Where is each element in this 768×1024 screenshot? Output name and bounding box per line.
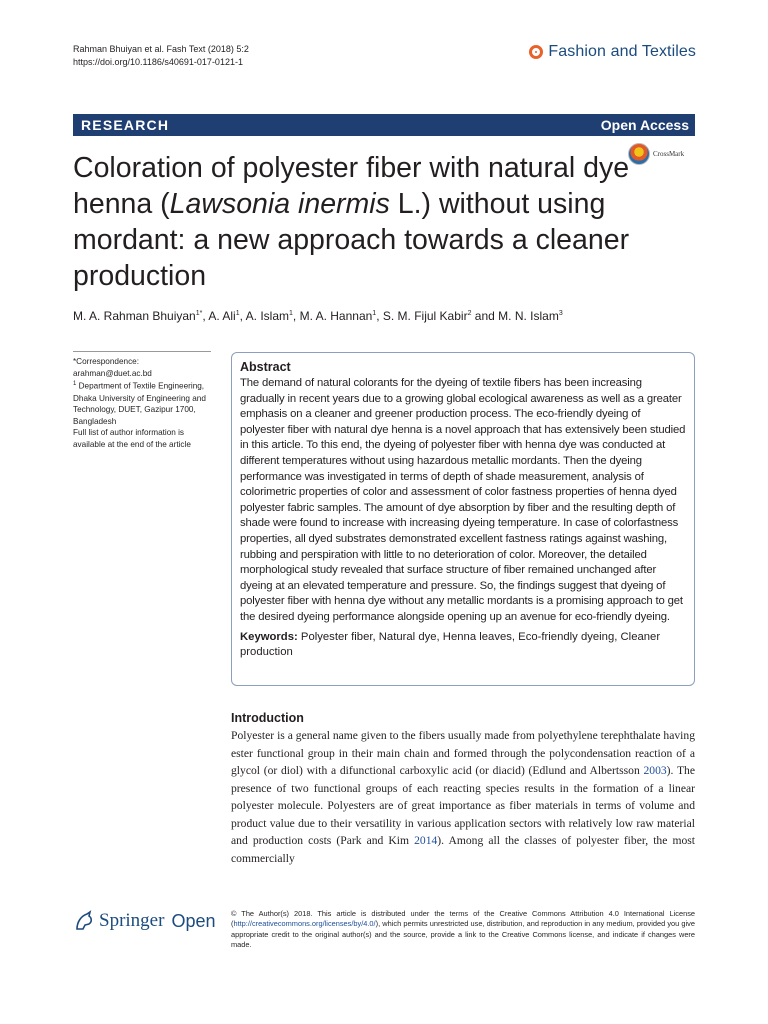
citation-link[interactable]: 2003 [643, 764, 667, 777]
springer-horse-icon [73, 910, 95, 932]
article-title [73, 150, 683, 294]
author-separator: , [292, 309, 300, 323]
introduction-body [231, 727, 695, 867]
license-text-2: ), which permits unrestricted use, distribution, and reproduction in any medium, provided you give appropriate credit to the original author(s) and the source, provide a link to the Creative Commons license, and indicate if changes were made. [231, 919, 695, 949]
author-affiliation-sup: 3 [558, 310, 563, 317]
keywords-label: Keywords: [240, 630, 298, 643]
journal-logo[interactable] [529, 43, 696, 61]
abstract-box [231, 352, 695, 686]
author-name[interactable]: A. Islam [245, 309, 289, 323]
author-name[interactable]: A. Ali [208, 309, 236, 323]
article-citation [73, 43, 249, 69]
author-affiliation-sup: 1 [289, 310, 293, 317]
keywords [240, 630, 686, 661]
abstract-body: The demand of natural colorants for the dyeing of textile fibers has been increasing gradually in recent years due to a growing global ecological awareness as well as a greater emphasis on a cleaner and greener production process. The eco-friendly dyeing of polyester fiber with natural dye henna is a novel approach that has extensively been studied in this article. To this end, the dyeing of polyester fiber with henna dye was conducted at different temperatures without using hazardous metallic mordants. Then the dyeing performance was investigated in terms of depth of shade measurement, analysis of colorimetric properties of color and assessment of color fastness properties of henna dyed polyester fabric samples. The amount of dye absorption by fiber and the resulting depth of shade were found to increase with increasing dyeing temperature. In case of colorfastness properties, all dyed substrates demonstrated excellent fastness ratings against washing, rubbing and perspiration with little to no deterioration of color. Moreover, the detailed morphological study revealed that surface structure of fiber remained unchanged after dyeing at an elevated temperature and pressure. So, the findings suggest that dyeing of polyester fiber with henna dye without any metallic mordants is a promising approach to get the desired dyeing performance alongside opening up an avenue for eco-friendly dyeing. [240, 377, 686, 623]
publisher-logo[interactable] [73, 910, 215, 932]
doi-link[interactable]: https://doi.org/10.1186/s40691-017-0121-1 [73, 57, 243, 67]
crossmark-label: CrossMark [653, 150, 685, 158]
keywords-list: Polyester fiber, Natural dye, Henna leaves, Eco-friendly dyeing, Cleaner production [240, 630, 661, 659]
author-affiliation-sup: 1 [235, 310, 240, 317]
affiliation-sup: 1 [73, 381, 77, 388]
license-notice [231, 909, 695, 950]
affiliation-body: Department of Textile Engineering, Dhaka University of Engineering and Technology, DUET, Gazipur 1700, Bangladesh [73, 381, 206, 426]
license-link[interactable]: http://creativecommons.org/licenses/by/4.0/ [233, 919, 376, 929]
title-part-1: Coloration of polyester fiber with natural dye henna ( [73, 152, 630, 220]
author-affiliation-sup: 1* [195, 310, 203, 317]
journal-name: Fashion and Textiles [548, 43, 696, 60]
open-access-label: Open Access [600, 117, 689, 133]
correspondence-label: *Correspondence: [73, 357, 139, 366]
abstract-heading: Abstract [240, 360, 291, 374]
introduction-heading: Introduction [231, 711, 304, 725]
intro-text-2: ). The presence of two functional groups of each reacting species results in the formation of a linear polyester molecule. Polyesters are of great importance as fiber materials in terms of volume and product value due to their versatility in various application sectors with relatively low raw material and production costs (Park and Kim [231, 764, 695, 847]
citation-line: Rahman Bhuiyan et al. Fash Text (2018) 5:2 [73, 44, 249, 54]
author-affiliation-sup: 1 [372, 310, 377, 317]
author-name[interactable]: S. M. Fijul Kabir [382, 309, 468, 323]
intro-text-3: ). Among all the classes of polyester fiber, the most commercially [231, 834, 696, 865]
research-label: RESEARCH [81, 117, 170, 133]
author-separator: , [239, 309, 246, 323]
title-part-2: L.) without using mordant: a new approach towards a cleaner production [73, 188, 630, 292]
correspondence-sidebar [73, 351, 211, 450]
author-list [73, 306, 693, 324]
springer-wordmark: Springer [99, 910, 165, 931]
intro-text-1: Polyester is a general name given to the fibers usually made from polyethylene terephthalate having ester functional group in their main chain and formed through the polycondensation reaction of a glycol (or diol) with a difunctional carboxylic acid (or diacid) (Edlund and Albertsson [231, 729, 695, 777]
author-name[interactable]: M. A. Rahman Bhuiyan [73, 309, 196, 323]
author-name[interactable]: M. A. Hannan [299, 309, 373, 323]
author-affiliation-sup: 2 [467, 310, 472, 317]
affiliation-text [73, 379, 211, 427]
author-name[interactable]: M. N. Islam [498, 309, 559, 323]
author-info-note: Full list of author information is available at the end of the article [73, 428, 191, 449]
license-text-1: © The Author(s) 2018. This article is distributed under the terms of the Creative Commons Attribution 4.0 International License ( [231, 909, 695, 929]
citation-link[interactable]: 2014 [414, 834, 438, 847]
article-type-banner [73, 114, 695, 136]
journal-logo-icon [529, 45, 543, 59]
title-species-name: Lawsonia inermis [169, 188, 390, 220]
correspondence-email[interactable]: arahman@duet.ac.bd [73, 368, 152, 378]
springer-open-wordmark: Open [171, 910, 216, 931]
author-separator: and [471, 309, 499, 323]
author-separator: , [376, 309, 383, 323]
author-separator: , [202, 309, 209, 323]
